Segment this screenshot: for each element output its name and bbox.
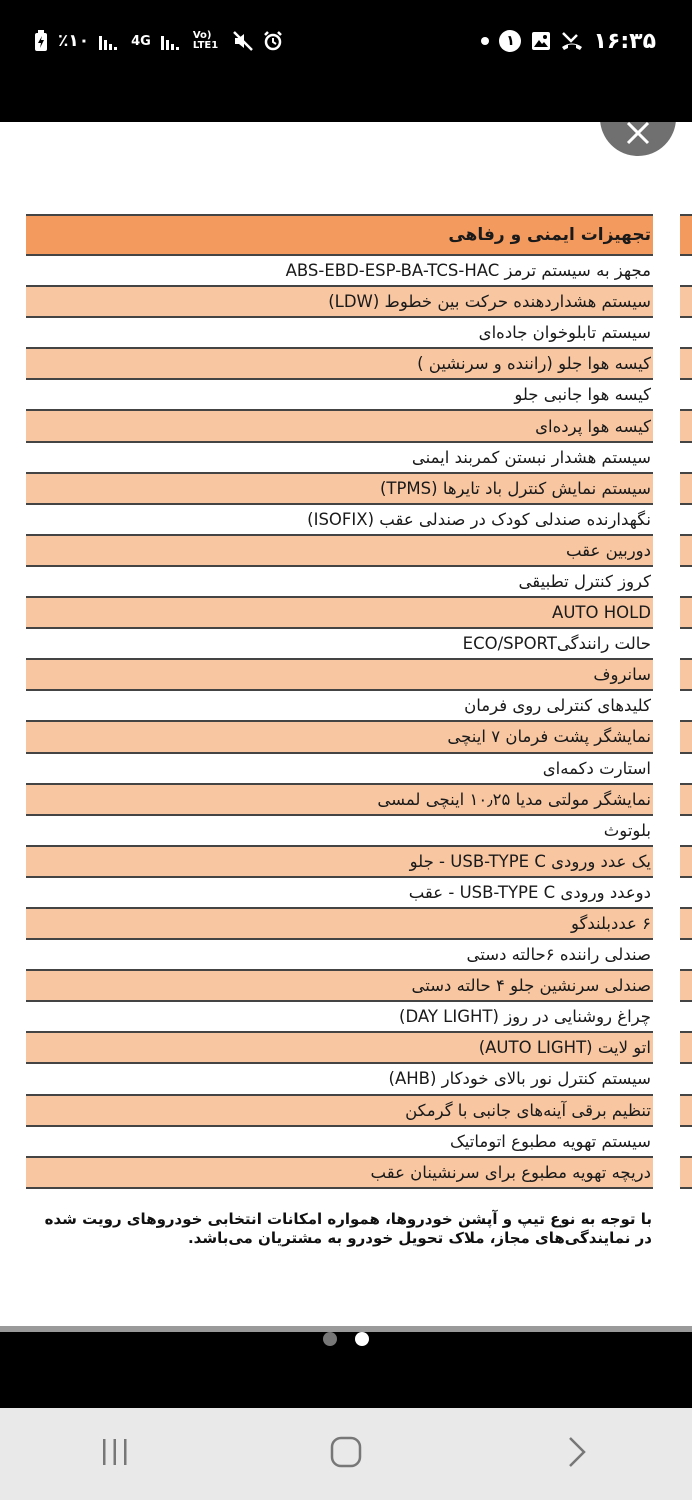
navigation-bar xyxy=(0,1408,692,1500)
table-row-label: سیستم هشداردهنده حرکت بین خطوط (LDW) xyxy=(328,292,651,312)
table-row xyxy=(26,287,653,318)
table-row-label: صندلی سرنشین جلو ۴ حالته دستی xyxy=(411,976,651,996)
back-chevron-icon xyxy=(566,1436,588,1472)
table-row xyxy=(26,1096,653,1127)
adjacent-row-edge xyxy=(680,722,692,753)
table-row xyxy=(26,971,653,1002)
image-viewer[interactable] xyxy=(0,122,692,1326)
notification-dot-icon xyxy=(481,37,489,45)
table-row-label: چراغ روشنایی در روز (DAY LIGHT) xyxy=(399,1007,651,1027)
table-row-label: مجهز به سیستم ترمز ABS-EBD-ESP-BA-TCS-HAC xyxy=(285,261,651,281)
table-row xyxy=(26,256,653,287)
table-row xyxy=(26,785,653,816)
table-row xyxy=(26,318,653,349)
table-row xyxy=(26,1033,653,1064)
adjacent-row-edge xyxy=(680,785,692,816)
adjacent-row-edge xyxy=(680,598,692,629)
table-row xyxy=(26,505,653,536)
status-right xyxy=(481,26,656,56)
adjacent-row-edge xyxy=(680,660,692,691)
table-row-label: تنظیم برقی آینه‌های جانبی با گرمکن xyxy=(405,1100,651,1120)
table-row xyxy=(26,1158,653,1189)
adjacent-header-edge xyxy=(680,214,692,256)
page-indicator xyxy=(0,1330,692,1348)
table-row-label: نمایشگر پشت فرمان ۷ اینچی xyxy=(447,727,651,747)
table-row-label: AUTO HOLD xyxy=(552,603,651,623)
mute-icon xyxy=(233,31,253,51)
table-row xyxy=(26,816,653,847)
table-row-label: استارت دکمه‌ای xyxy=(542,758,651,778)
adjacent-row-edge xyxy=(680,349,692,380)
adjacent-row-edge xyxy=(680,940,692,971)
table-row-label: دریچه تهویه مطبوع برای سرنشینان عقب xyxy=(370,1162,651,1182)
table-row-label: یک عدد ورودی USB-TYPE C - جلو xyxy=(409,851,651,871)
adjacent-row-edge xyxy=(680,380,692,411)
clock: ۱۶:۳۵ xyxy=(593,28,656,54)
table-row xyxy=(26,754,653,785)
table-row-label: سیستم کنترل نور بالای خودکار (AHB) xyxy=(388,1069,651,1089)
table-row xyxy=(26,629,653,660)
table-row-label: نگهدارنده صندلی کودک در صندلی عقب (ISOFIX) xyxy=(307,509,651,529)
table-row-label: کیسه هوا جانبی جلو xyxy=(514,385,651,405)
table-row xyxy=(26,380,653,411)
table-row xyxy=(26,349,653,380)
table-row-label: کیسه هوا جلو (راننده و سرنشین ) xyxy=(417,354,651,374)
table-row-label: کلیدهای کنترلی روی فرمان xyxy=(464,696,651,716)
table-row-label: حالت رانندگیECO/SPORT xyxy=(462,634,651,654)
home-button[interactable] xyxy=(306,1424,386,1484)
adjacent-row-edge xyxy=(680,318,692,349)
gallery-icon xyxy=(531,31,551,51)
recent-apps-button[interactable] xyxy=(75,1424,155,1484)
table-row xyxy=(26,567,653,598)
table-row-label: دوربین عقب xyxy=(565,540,651,560)
adjacent-row-edge xyxy=(680,1002,692,1033)
home-icon xyxy=(330,1436,362,1472)
adjacent-row-edge xyxy=(680,1127,692,1158)
table-row-label: صندلی راننده ۶حالته دستی xyxy=(466,945,651,965)
back-button[interactable] xyxy=(537,1424,617,1484)
adjacent-row-edge xyxy=(680,878,692,909)
table-row-label: سانروف xyxy=(593,665,651,685)
signal-icon xyxy=(99,32,121,50)
battery-icon xyxy=(34,30,48,52)
table-row xyxy=(26,847,653,878)
adjacent-row-edge xyxy=(680,1064,692,1095)
table-row-label: سیستم هشدار نبستن کمربند ایمنی xyxy=(411,447,651,467)
table-row-label: بلوتوث xyxy=(603,820,651,840)
table-row-label: سیستم نمایش کنترل باد تایرها (TPMS) xyxy=(379,478,651,498)
adjacent-row-edge xyxy=(680,691,692,722)
adjacent-row-edge xyxy=(680,629,692,660)
table-row-label: کروز کنترل تطبیقی xyxy=(518,571,651,591)
table-row xyxy=(26,940,653,971)
adjacent-row-edge xyxy=(680,909,692,940)
adjacent-row-edge xyxy=(680,443,692,474)
table-row xyxy=(26,909,653,940)
alarm-icon xyxy=(263,31,283,51)
status-left xyxy=(34,26,283,56)
close-button[interactable] xyxy=(600,122,676,156)
network-type: 4G xyxy=(131,33,151,49)
adjacent-row-edge xyxy=(680,474,692,505)
adjacent-row-edge xyxy=(680,754,692,785)
features-table xyxy=(26,214,653,1189)
table-row-label: ۶ عددبلندگو xyxy=(570,914,651,934)
adjacent-row-edge xyxy=(680,971,692,1002)
adjacent-row-edge xyxy=(680,1096,692,1127)
table-row xyxy=(26,443,653,474)
table-row xyxy=(26,1127,653,1158)
table-row-label: دوعدد ورودی USB-TYPE C - عقب xyxy=(408,882,651,902)
adjacent-row-edge xyxy=(680,505,692,536)
missed-call-icon xyxy=(561,31,583,51)
table-row xyxy=(26,1064,653,1095)
table-row xyxy=(26,411,653,442)
table-row-label: سیستم تهویه مطبوع اتوماتیک xyxy=(449,1131,651,1151)
signal-icon-2 xyxy=(161,32,183,50)
adjacent-row-edge xyxy=(680,847,692,878)
table-header xyxy=(26,214,653,256)
adjacent-row-edge xyxy=(680,816,692,847)
adjacent-row-edge xyxy=(680,1033,692,1064)
adjacent-row-edge xyxy=(680,536,692,567)
status-bar xyxy=(0,0,692,84)
notification-count-badge: ۱ xyxy=(499,30,521,52)
page-dot[interactable] xyxy=(323,1332,337,1346)
table-row xyxy=(26,691,653,722)
adjacent-column-edge xyxy=(680,214,692,1189)
table-row-label: سیستم تابلوخوان جاده‌ای xyxy=(478,323,651,343)
close-icon xyxy=(625,122,651,146)
table-row xyxy=(26,878,653,909)
table-row xyxy=(26,1002,653,1033)
adjacent-row-edge xyxy=(680,1158,692,1189)
volte-label: Vo) LTE1 xyxy=(192,30,219,51)
table-row xyxy=(26,722,653,753)
table-row xyxy=(26,598,653,629)
adjacent-row-edge xyxy=(680,256,692,287)
page-dot-active[interactable] xyxy=(355,1332,369,1346)
table-row-label: نمایشگر مولتی مدیا ۱۰٫۲۵ اینچی لمسی xyxy=(377,789,651,809)
battery-percent: ٪۱۰ xyxy=(58,31,90,51)
table-row-label: کیسه هوا پرده‌ای xyxy=(535,416,651,436)
table-row-label: اتو لایت (AUTO LIGHT) xyxy=(478,1038,651,1058)
recent-apps-icon xyxy=(99,1437,131,1471)
footnote: با توجه به نوع تیپ و آپشن خودروها، همواره امکانات انتخابی خودروهای رویت شده در نمایندگی‌های مجاز، ملاک تحویل خودرو به مشتریان می‌باشد. xyxy=(44,1210,652,1247)
table-row xyxy=(26,474,653,505)
table-row xyxy=(26,536,653,567)
table-row xyxy=(26,660,653,691)
adjacent-row-edge xyxy=(680,411,692,442)
table-header-label: تجهیزات ایمنی و رفاهی xyxy=(448,225,651,245)
adjacent-row-edge xyxy=(680,287,692,318)
adjacent-row-edge xyxy=(680,567,692,598)
